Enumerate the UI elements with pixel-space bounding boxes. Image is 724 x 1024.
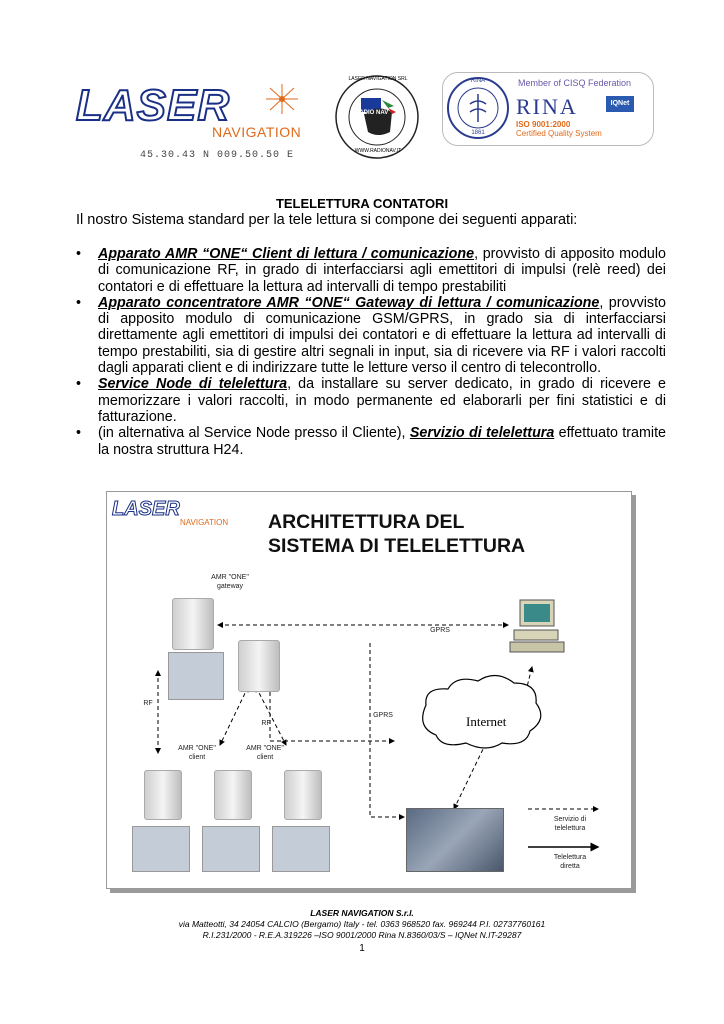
intro-text: Il nostro Sistema standard per la tele lettura si compone dei seguenti apparati: bbox=[76, 212, 578, 228]
footer-registration: R.I.231/2000 - R.E.A.319226 –ISO 9001/2000 Rina N.8360/03/S – IQNet N.IT-29287 bbox=[202, 930, 522, 940]
radionav-ring-top: LASER NAVIGATION SRL bbox=[348, 76, 408, 82]
client2-label-line2: client bbox=[256, 754, 274, 761]
legend-service-line1: Servizio di bbox=[553, 816, 587, 823]
diagram-title-line2: SISTEMA DI TELELETTURA bbox=[268, 535, 526, 557]
operators-photo bbox=[406, 808, 504, 872]
bullet-text: , da installare su server dedicato, in grado di ricevere e memorizzare i valori raccolti, in modo permanente ed elaborarli per fini statistici e di fatturazione. bbox=[98, 376, 667, 425]
rf-label-left: RF bbox=[143, 700, 153, 707]
client-label-line1: AMR "ONE" bbox=[178, 745, 216, 752]
bullet-dot: • bbox=[76, 376, 82, 393]
client-device bbox=[144, 770, 182, 820]
diagram-laser-logo: LASER bbox=[112, 498, 180, 520]
client-device bbox=[284, 770, 322, 820]
gateway-device-2 bbox=[238, 640, 280, 692]
rina-member-text: Member of CISQ Federation bbox=[518, 78, 632, 88]
client2-label-line1: AMR "ONE" bbox=[246, 745, 284, 752]
bullet-dot: • bbox=[76, 246, 82, 262]
gprs-label-side: GPRS bbox=[373, 712, 393, 719]
computer-icon bbox=[506, 596, 568, 656]
gateway-label-line1: AMR "ONE" bbox=[211, 574, 249, 581]
radionav-ring-bottom: WWW.RADIONAV.IT bbox=[354, 148, 402, 154]
legend-direct-line2: diretta bbox=[560, 863, 580, 870]
bullet-text: effettuato tramite la nostra struttura H24. bbox=[98, 425, 667, 458]
laser-logo-text: LASER bbox=[76, 81, 231, 130]
coordinates: 45.30.43 N 009.50.50 E bbox=[140, 150, 295, 161]
rina-iso: ISO 9001:2000 bbox=[516, 120, 571, 129]
meter-photo bbox=[272, 826, 330, 872]
diagram-title-line1: ARCHITETTURA DEL bbox=[268, 511, 465, 533]
bullet-text: , provvisto di apposito modulo di comunicazione RF, in grado di interfacciarsi agli emettitori di impulsi (relè reed) dei contatori e di effettuare la lettura ad intervalli di tempo prestabiliti bbox=[98, 246, 666, 295]
client-label-line2: client bbox=[188, 754, 206, 761]
rina-seal-year: 1861 bbox=[471, 130, 485, 136]
gateway-device bbox=[172, 598, 214, 650]
legend-direct-line1: Telelettura bbox=[553, 854, 587, 861]
legend-service-line2: telelettura bbox=[554, 825, 586, 832]
list-item bbox=[76, 246, 666, 295]
list-item bbox=[76, 376, 666, 425]
list-item bbox=[76, 295, 666, 376]
bullet-heading: Apparato AMR “ONE“ Client di lettura / comunicazione bbox=[98, 246, 475, 262]
page-title: TELELETTURA CONTATORI bbox=[275, 196, 449, 211]
client-device bbox=[214, 770, 252, 820]
bullet-pretext: (in alternativa al Service Node presso il Cliente), bbox=[98, 425, 410, 442]
page-number: 1 bbox=[359, 943, 365, 954]
rina-seal-top: RINA bbox=[470, 78, 486, 84]
bullet-text: , provvisto di apposito modulo di comunicazione GSM/GPRS, in grado sia di interfacciarsi direttamente agli emettitori di impulsi dei contatori e di effettuare la lettura ad intervalli di tempo prestabiliti, sia di gestire altri segnali in input, sia di ricevere via RF i valori raccolti dagli apparati client e di indirizzare tutte le letture verso il centro di telecontrollo. bbox=[98, 294, 666, 377]
meter-photo bbox=[202, 826, 260, 872]
radionav-center-text: RADIO NAV bbox=[355, 110, 389, 116]
bullet-heading: Apparato concentratore AMR “ONE“ Gateway di lettura / comunicazione bbox=[98, 294, 600, 311]
laser-star-icon bbox=[262, 82, 302, 116]
gprs-label-top: GPRS bbox=[430, 627, 450, 634]
list-item bbox=[76, 425, 666, 458]
rina-name: RINA bbox=[516, 94, 578, 119]
rina-cert: Certified Quality System bbox=[516, 129, 602, 138]
footer-address: via Matteotti, 34 24054 CALCIO (Bergamo) Italy - tel. 0363 968520 fax. 969244 P.I. 02737760161 bbox=[178, 919, 546, 929]
iqnet-logo: IQNet bbox=[606, 96, 634, 112]
gateway-label-line2: gateway bbox=[216, 583, 244, 590]
bullet-dot: • bbox=[76, 425, 82, 442]
meter-photo bbox=[132, 826, 190, 872]
internet-label: Internet bbox=[466, 714, 507, 729]
bullet-heading: Servizio di telelettura bbox=[409, 425, 555, 442]
rf-label-mid: RF bbox=[261, 720, 271, 727]
footer-company: LASER NAVIGATION S.r.l. bbox=[310, 908, 414, 918]
bullet-dot: • bbox=[76, 294, 82, 311]
diagram-navigation-logo: NAVIGATION bbox=[180, 518, 229, 527]
navigation-logo-text: NAVIGATION bbox=[212, 124, 302, 140]
meter-photo bbox=[168, 652, 224, 700]
bullet-heading: Service Node di telelettura bbox=[98, 376, 288, 393]
bullet-list bbox=[76, 246, 666, 458]
